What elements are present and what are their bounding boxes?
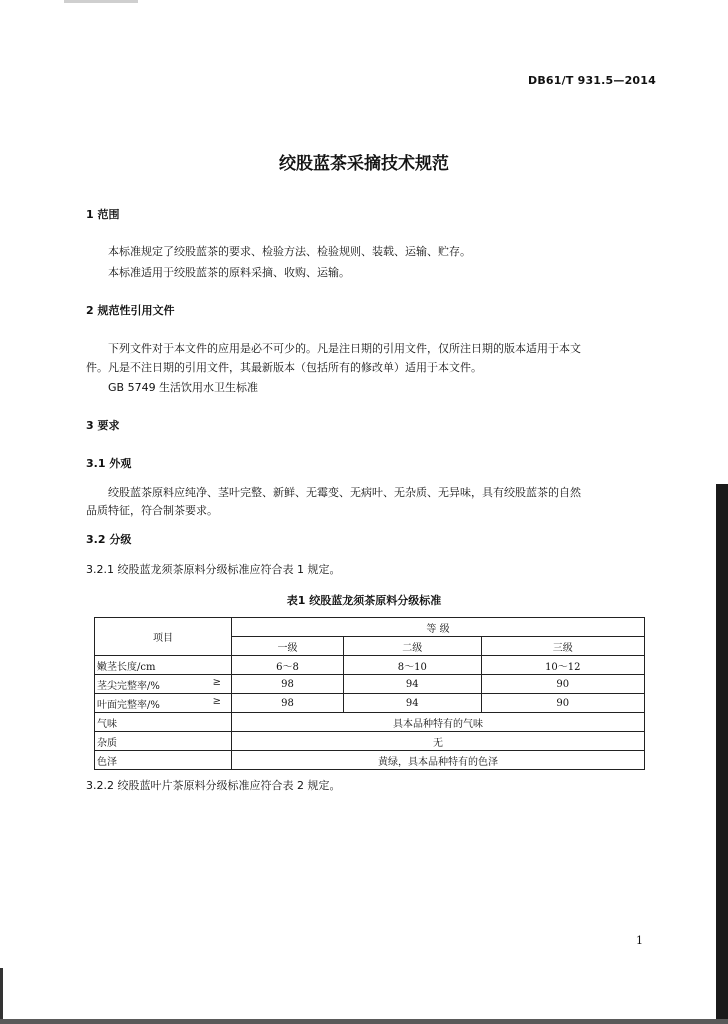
table-cell: 10～12 xyxy=(481,656,644,675)
table-cell: 98 xyxy=(232,694,344,713)
table-row xyxy=(95,713,645,732)
header-grade: 等 级 xyxy=(232,618,645,637)
table-cell: 94 xyxy=(343,675,481,694)
row-label-text: 叶面完整率/% xyxy=(97,699,160,711)
header-item: 项目 xyxy=(95,618,232,656)
section-3-1-paragraph-line-1: 绞股蓝茶原料应纯净、茎叶完整、新鲜、无霉变、无病叶、无杂质、无异味，具有绞股蓝茶的自然 xyxy=(108,486,581,499)
grade-1: 一级 xyxy=(232,637,344,656)
grading-table xyxy=(94,617,645,770)
row-label xyxy=(95,656,232,675)
section-2-paragraph-line-1: 下列文件对于本文件的应用是必不可少的。凡是注日期的引用文件，仅所注日期的版本适用于本文 xyxy=(108,342,581,355)
table-row xyxy=(95,694,645,713)
table-merged-cell: 具本品种特有的气味 xyxy=(232,713,645,732)
table-cell: 6～8 xyxy=(232,656,344,675)
table-row xyxy=(95,751,645,770)
scan-bottom-edge xyxy=(0,1019,728,1024)
row-label-text: 嫩茎长度/cm xyxy=(97,661,156,673)
table-cell: 94 xyxy=(343,694,481,713)
section-3-1-paragraph-line-2: 品质特征，符合制茶要求。 xyxy=(86,504,218,517)
table-row xyxy=(95,732,645,751)
row-operator: ≥ xyxy=(212,695,221,707)
table-merged-cell: 黄绿，具本品种特有的色泽 xyxy=(232,751,645,770)
row-label-text: 茎尖完整率/% xyxy=(97,680,160,692)
section-2-heading: 2 规范性引用文件 xyxy=(86,304,175,317)
section-3-2-heading: 3.2 分级 xyxy=(86,533,132,546)
row-label xyxy=(95,675,232,694)
scan-edge-mark xyxy=(0,968,3,1024)
page-number: 1 xyxy=(636,934,643,947)
row-label xyxy=(95,694,232,713)
normative-reference: GB 5749 生活饮用水卫生标准 xyxy=(108,381,259,394)
scan-artifact xyxy=(64,0,138,3)
table-cell: 98 xyxy=(232,675,344,694)
table-row xyxy=(95,675,645,694)
table-row xyxy=(95,656,645,675)
section-1-paragraph-1: 本标准规定了绞股蓝茶的要求、检验方法、检验规则、装载、运输、贮存。 xyxy=(108,245,471,258)
grade-2: 二级 xyxy=(343,637,481,656)
section-3-1-heading: 3.1 外观 xyxy=(86,457,132,470)
table-header-row xyxy=(95,618,645,637)
scan-edge-shadow xyxy=(716,484,728,1024)
section-1-heading: 1 范围 xyxy=(86,208,120,221)
section-1-paragraph-2: 本标准适用于绞股蓝茶的原料采摘、收购、运输。 xyxy=(108,266,350,279)
row-operator: ≥ xyxy=(212,676,221,688)
table-cell: 90 xyxy=(481,675,644,694)
row-label: 杂质 xyxy=(95,732,232,751)
standard-code: DB61/T 931.5—2014 xyxy=(528,74,656,87)
table-merged-cell: 无 xyxy=(232,732,645,751)
table-1-caption: 表1 绞股蓝龙须茶原料分级标准 xyxy=(286,594,442,607)
section-3-2-2-text: 3.2.2 绞股蓝叶片茶原料分级标准应符合表 2 规定。 xyxy=(86,779,341,792)
row-label: 色泽 xyxy=(95,751,232,770)
section-2-paragraph-line-2: 件。凡是不注日期的引用文件，其最新版本（包括所有的修改单）适用于本文件。 xyxy=(86,361,482,374)
section-3-heading: 3 要求 xyxy=(86,419,120,432)
row-label: 气味 xyxy=(95,713,232,732)
table-cell: 90 xyxy=(481,694,644,713)
section-3-2-1-text: 3.2.1 绞股蓝龙须茶原料分级标准应符合表 1 规定。 xyxy=(86,563,341,576)
document-title: 绞股蓝茶采摘技术规范 xyxy=(279,154,449,174)
table-cell: 8～10 xyxy=(343,656,481,675)
grade-3: 三级 xyxy=(481,637,644,656)
